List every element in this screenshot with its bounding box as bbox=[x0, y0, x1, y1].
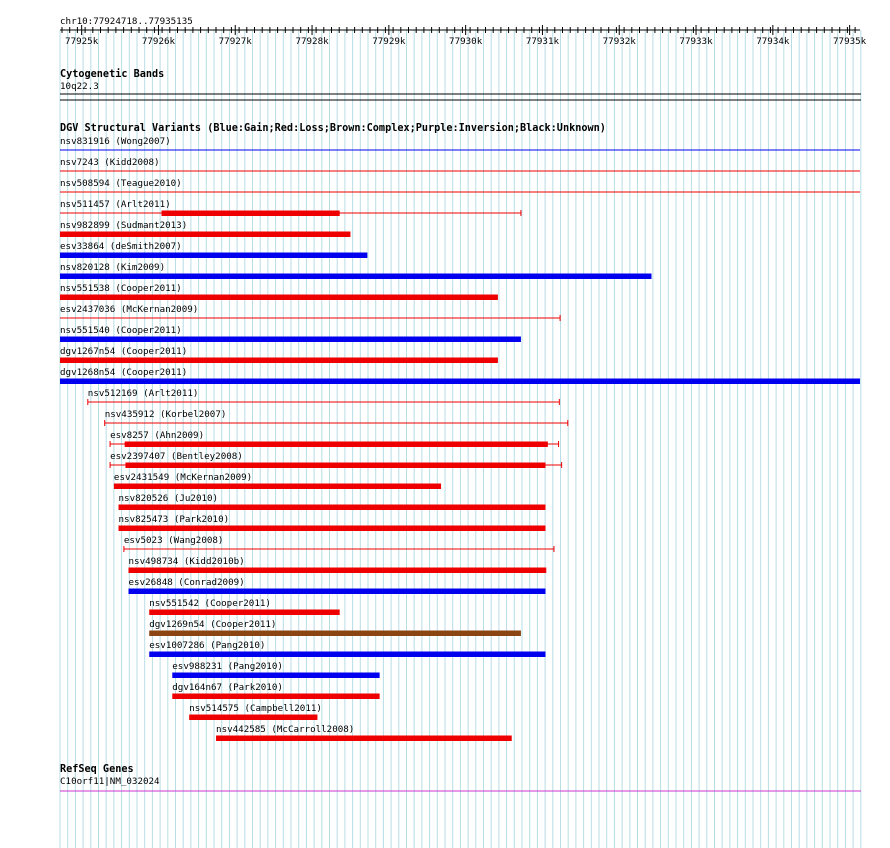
variant-label: nsv514575 (Campbell2011) bbox=[189, 703, 322, 714]
variant-bar[interactable] bbox=[172, 673, 379, 679]
ruler-tick-label: 77925k bbox=[65, 36, 99, 47]
variant-label: nsv442585 (McCarroll2008) bbox=[216, 724, 355, 735]
variant-feature[interactable] bbox=[105, 409, 568, 426]
variant-bar[interactable] bbox=[60, 379, 860, 385]
variant-bar[interactable] bbox=[60, 253, 367, 259]
variant-label: nsv512169 (Arlt2011) bbox=[87, 388, 199, 399]
variant-label: nsv820128 (Kim2009) bbox=[60, 262, 166, 273]
variant-bar[interactable] bbox=[149, 610, 339, 616]
variant-feature[interactable] bbox=[114, 472, 441, 489]
variant-label: esv1007286 (Pang2010) bbox=[149, 640, 266, 651]
variant-feature[interactable] bbox=[172, 661, 379, 678]
variant-bar[interactable] bbox=[149, 652, 545, 658]
variant-label: esv5023 (Wang2008) bbox=[123, 535, 224, 546]
variant-bar[interactable] bbox=[129, 568, 547, 574]
variant-feature[interactable] bbox=[60, 262, 651, 279]
variant-bar[interactable] bbox=[60, 274, 651, 280]
variant-label: nsv551538 (Cooper2011) bbox=[60, 283, 182, 294]
variant-label: nsv831916 (Wong2007) bbox=[60, 136, 171, 147]
cytoband-track-title: Cytogenetic Bands bbox=[60, 69, 165, 80]
variant-label: nsv7243 (Kidd2008) bbox=[60, 157, 160, 168]
ruler-tick-label: 77935k bbox=[833, 36, 867, 47]
variant-label: esv8257 (Ahn2009) bbox=[110, 430, 205, 441]
variant-label: esv33864 (deSmith2007) bbox=[60, 241, 182, 252]
ruler-tick-label: 77934k bbox=[756, 36, 790, 47]
variant-feature[interactable] bbox=[149, 640, 545, 657]
variant-feature[interactable] bbox=[124, 535, 554, 552]
variant-label: nsv982899 (Sudmant2013) bbox=[60, 220, 188, 231]
variant-label: nsv435912 (Korbel2007) bbox=[104, 409, 227, 420]
variant-label: dgv1268n54 (Cooper2011) bbox=[60, 367, 188, 378]
variant-inner-bar[interactable] bbox=[125, 463, 545, 469]
variant-feature[interactable] bbox=[110, 451, 562, 468]
refseq-track-title: RefSeq Genes bbox=[60, 764, 134, 775]
variant-label: dgv164n67 (Park2010) bbox=[172, 682, 283, 693]
variant-bar[interactable] bbox=[60, 295, 498, 301]
variant-feature[interactable] bbox=[119, 514, 546, 531]
variant-feature[interactable] bbox=[88, 388, 560, 405]
variant-bar[interactable] bbox=[149, 631, 521, 637]
variant-label: nsv551542 (Cooper2011) bbox=[149, 598, 271, 609]
variant-bar[interactable] bbox=[216, 736, 512, 742]
ruler-tick-label: 77928k bbox=[295, 36, 329, 47]
ruler-tick-label: 77929k bbox=[372, 36, 406, 47]
variant-label: nsv498734 (Kidd2010b) bbox=[128, 556, 245, 567]
variant-bar[interactable] bbox=[189, 715, 317, 721]
variant-bar[interactable] bbox=[114, 484, 441, 490]
ruler-tick-label: 77933k bbox=[679, 36, 713, 47]
ruler-tick-label: 77930k bbox=[449, 36, 483, 47]
ruler-tick-label: 77931k bbox=[525, 36, 560, 47]
variant-feature[interactable] bbox=[60, 325, 521, 342]
ruler-tick-label: 77932k bbox=[602, 36, 636, 47]
variant-label: nsv511457 (Arlt2011) bbox=[60, 199, 171, 210]
variant-bar[interactable] bbox=[60, 358, 498, 364]
variant-bar[interactable] bbox=[129, 589, 546, 595]
variant-inner-bar[interactable] bbox=[125, 442, 548, 448]
variant-feature[interactable] bbox=[119, 493, 546, 510]
locus-label: chr10:77924718..77935135 bbox=[60, 16, 193, 27]
variant-bar[interactable] bbox=[60, 337, 521, 343]
dgv-track-title: DGV Structural Variants (Blue:Gain;Red:Loss;Brown:Complex;Purple:Inversion;Black:Unknown) bbox=[60, 123, 606, 134]
variant-bar[interactable] bbox=[119, 526, 546, 532]
variant-feature[interactable] bbox=[189, 703, 322, 720]
variant-label: nsv551540 (Cooper2011) bbox=[60, 325, 182, 336]
variant-bar[interactable] bbox=[60, 232, 350, 238]
ruler-tick-label: 77926k bbox=[141, 36, 176, 47]
variant-bar[interactable] bbox=[119, 505, 546, 511]
variant-feature[interactable] bbox=[60, 283, 498, 300]
variant-label: esv2437036 (McKernan2009) bbox=[60, 304, 199, 315]
ruler-tick-label: 77927k bbox=[218, 36, 252, 47]
variant-label: esv988231 (Pang2010) bbox=[172, 661, 283, 672]
variant-label: esv2431549 (McKernan2009) bbox=[113, 472, 253, 483]
variant-feature[interactable] bbox=[216, 724, 512, 741]
variant-feature[interactable] bbox=[149, 598, 339, 615]
variant-bar[interactable] bbox=[172, 694, 379, 700]
variant-label: esv26848 (Conrad2009) bbox=[128, 577, 245, 588]
variant-inner-bar[interactable] bbox=[162, 211, 340, 217]
variant-feature[interactable] bbox=[60, 199, 521, 216]
variant-feature[interactable] bbox=[149, 619, 521, 636]
variant-feature[interactable] bbox=[60, 304, 560, 321]
variant-label: esv2397407 (Bentley2008) bbox=[110, 451, 243, 462]
variant-feature[interactable] bbox=[172, 682, 379, 699]
variant-feature[interactable] bbox=[60, 346, 498, 363]
gene-label: C10orf11|NM_032024 bbox=[60, 776, 160, 787]
variant-label: dgv1267n54 (Cooper2011) bbox=[60, 346, 188, 357]
variant-label: dgv1269n54 (Cooper2011) bbox=[149, 619, 277, 630]
variant-label: nsv508594 (Teague2010) bbox=[60, 178, 182, 189]
variant-label: nsv825473 (Park2010) bbox=[118, 514, 230, 525]
variant-label: nsv820526 (Ju2010) bbox=[118, 493, 219, 504]
cytoband-label: 10q22.3 bbox=[60, 81, 99, 92]
